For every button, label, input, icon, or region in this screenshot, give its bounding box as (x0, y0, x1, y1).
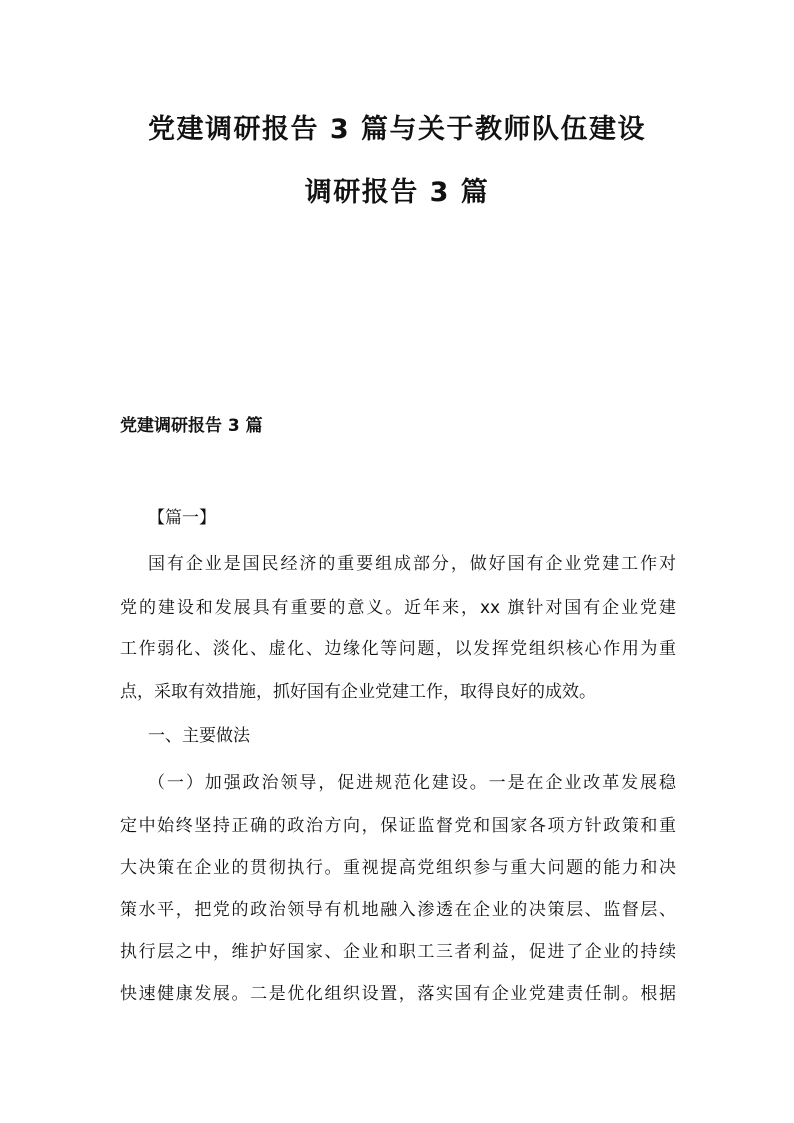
paragraph-2-line: 执行层之中，维护好国家、企业和职工三者利益，促进了企业的持续 (120, 942, 676, 962)
paragraph-2-line: （一）加强政治领导，促进规范化建设。一是在企业改革发展稳 (148, 773, 676, 793)
document-title-line-2: 调研报告 3 篇 (304, 177, 490, 208)
paragraph-1-line: 党的建设和发展具有重要的意义。近年来，xx 旗针对国有企业党建 (120, 598, 676, 618)
paragraph-2-line: 定中始终坚持正确的政治方向，保证监督党和国家各项方针政策和重 (120, 816, 676, 836)
paragraph-1-line: 点，采取有效措施，抓好国有企业党建工作，取得良好的成效。 (120, 682, 596, 702)
paragraph-2-line: 快速健康发展。二是优化组织设置，落实国有企业党建责任制。根据 (120, 984, 676, 1004)
document-title-line-1: 党建调研报告 3 篇与关于教师队伍建设 (147, 114, 647, 145)
section-heading: 党建调研报告 3 篇 (120, 416, 263, 436)
paragraph-2-line: 策水平，把党的政治领导有机地融入渗透在企业的决策层、监督层、 (120, 900, 676, 920)
paragraph-2-line: 大决策在企业的贯彻执行。重视提高党组织参与重大问题的能力和决 (120, 858, 676, 878)
paragraph-1-line: 工作弱化、淡化、虚化、边缘化等问题，以发挥党组织核心作用为重 (120, 639, 676, 659)
part-label: 【篇一】 (148, 508, 216, 528)
paragraph-1-line: 国有企业是国民经济的重要组成部分，做好国有企业党建工作对 (148, 554, 676, 574)
subheading: 一、主要做法 (148, 726, 250, 746)
